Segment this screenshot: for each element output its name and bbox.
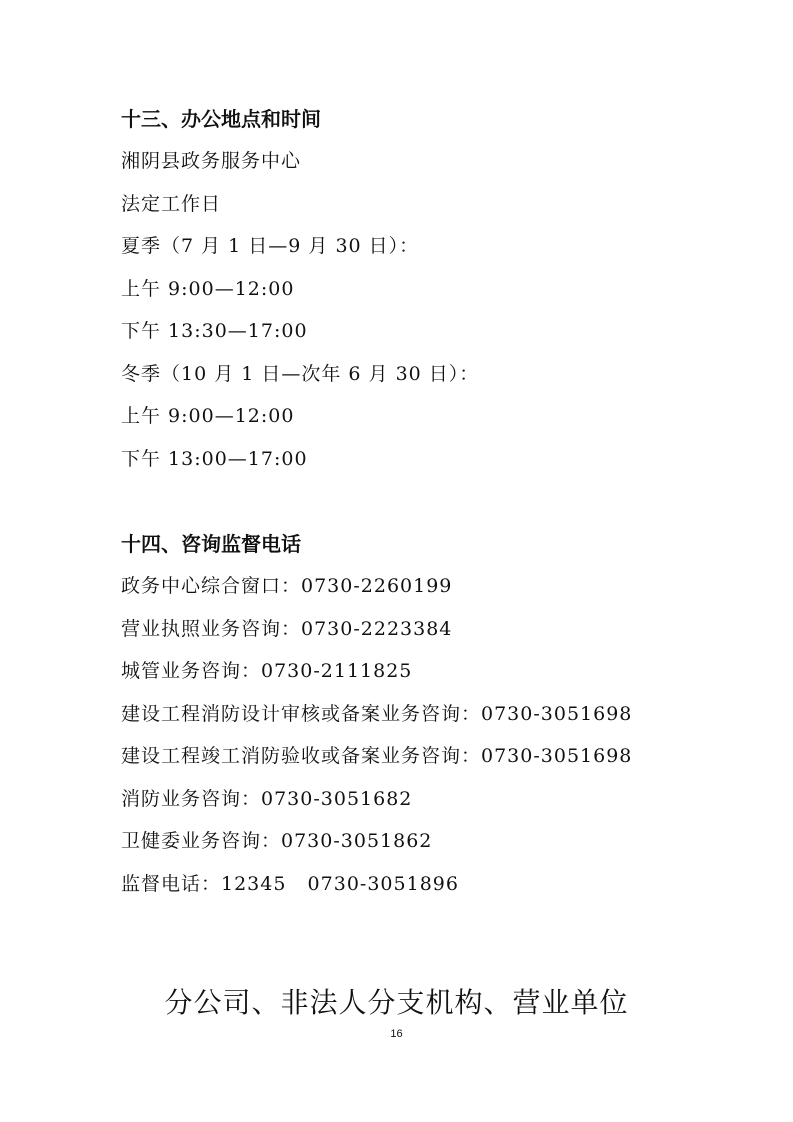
workday-label: 法定工作日 — [121, 193, 222, 215]
phone-line-fire-design-review: 建设工程消防设计审核或备案业务咨询：0730-3051698 — [121, 703, 633, 725]
section-13-heading: 十三、办公地点和时间 — [121, 107, 321, 131]
summer-afternoon-hours: 下午 13:30—17:00 — [121, 320, 308, 342]
phone-line-fire-acceptance: 建设工程竣工消防验收或备案业务咨询：0730-3051698 — [121, 745, 633, 767]
section-14-heading: 十四、咨询监督电话 — [121, 532, 301, 556]
winter-afternoon-hours: 下午 13:00—17:00 — [121, 448, 308, 470]
phone-line-health-commission: 卫健委业务咨询：0730-3051862 — [121, 830, 433, 852]
office-location: 湘阴县政务服务中心 — [121, 150, 302, 172]
page-number: 16 — [390, 1028, 403, 1040]
phone-line-fire-services: 消防业务咨询：0730-3051682 — [121, 788, 413, 810]
summer-season-label: 夏季（7 月 1 日—9 月 30 日）： — [121, 235, 420, 257]
winter-morning-hours: 上午 9:00—12:00 — [121, 405, 295, 427]
summer-morning-hours: 上午 9:00—12:00 — [121, 278, 295, 300]
next-section-title: 分公司、非法人分支机构、营业单位 — [164, 986, 629, 1019]
phone-line-business-license: 营业执照业务咨询：0730-2223384 — [121, 618, 453, 640]
phone-line-urban-management: 城管业务咨询：0730-2111825 — [121, 660, 413, 682]
winter-season-label: 冬季（10 月 1 日—次年 6 月 30 日）： — [121, 363, 480, 385]
phone-line-service-center: 政务中心综合窗口：0730-2260199 — [121, 575, 453, 597]
phone-line-supervision: 监督电话：12345 0730-3051896 — [121, 873, 459, 895]
